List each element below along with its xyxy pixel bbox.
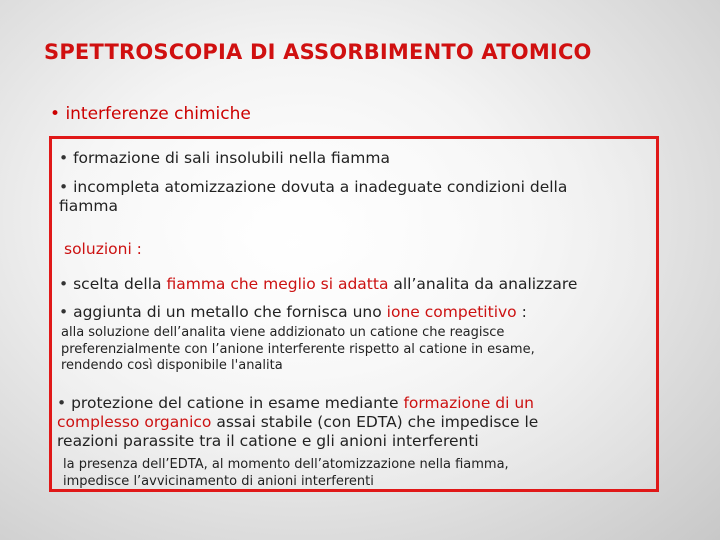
- bullet-icon: •: [57, 394, 67, 412]
- note-ione-competitivo: [61, 325, 535, 375]
- bullet-icon: •: [59, 178, 69, 196]
- note-edta: [63, 457, 509, 490]
- item-text: protezione del catione in esame mediante: [71, 394, 404, 412]
- item-text: :: [516, 303, 527, 321]
- list-item-sali: [59, 149, 390, 168]
- item-text: all’analita da analizzare: [388, 275, 578, 293]
- item-text: scelta della: [73, 275, 167, 293]
- highlight-text: formazione di un: [403, 394, 535, 412]
- top-bullet: [50, 104, 251, 124]
- bullet-icon: •: [50, 104, 61, 124]
- soluzioni-label: soluzioni :: [64, 240, 142, 258]
- list-item-fiamma: [59, 275, 577, 294]
- note-line: alla soluzione dell’analita viene addizionato un catione che reagisce: [61, 325, 505, 340]
- item-text: incompleta atomizzazione dovuta a inadeguate condizioni della: [73, 178, 568, 196]
- note-line: la presenza dell’EDTA, al momento dell’atomizzazione nella fiamma,: [63, 457, 509, 472]
- bullet-icon: •: [59, 149, 69, 167]
- note-line: impedisce l’avvicinamento di anioni interferenti: [63, 473, 374, 489]
- list-item-atomizzazione: [59, 178, 567, 216]
- highlight-text: ione competitivo: [386, 303, 517, 321]
- item-text: aggiunta di un metallo che fornisca uno: [73, 303, 387, 321]
- item-text: reazioni parassite tra il catione e gli anioni interferenti: [57, 432, 479, 450]
- note-line: preferenzialmente con l’anione interferente rispetto al catione in esame,: [61, 341, 535, 357]
- slide-title: SPETTROSCOPIA DI ASSORBIMENTO ATOMICO: [44, 40, 592, 64]
- bullet-icon: •: [59, 303, 69, 321]
- list-item-protezione: [57, 394, 538, 451]
- top-bullet-text: interferenze chimiche: [65, 104, 251, 124]
- note-line: rendendo così disponibile l'analita: [61, 358, 283, 373]
- item-text-cont: fiamma: [59, 197, 118, 215]
- list-item-metallo: [59, 303, 527, 322]
- highlight-text: fiamma che meglio si adatta: [166, 275, 389, 293]
- bullet-icon: •: [59, 275, 69, 293]
- item-text: formazione di sali insolubili nella fiamma: [73, 149, 390, 167]
- item-text: assai stabile (con EDTA) che impedisce le: [211, 413, 539, 431]
- content-box: [49, 136, 659, 492]
- highlight-text: complesso organico: [57, 413, 212, 431]
